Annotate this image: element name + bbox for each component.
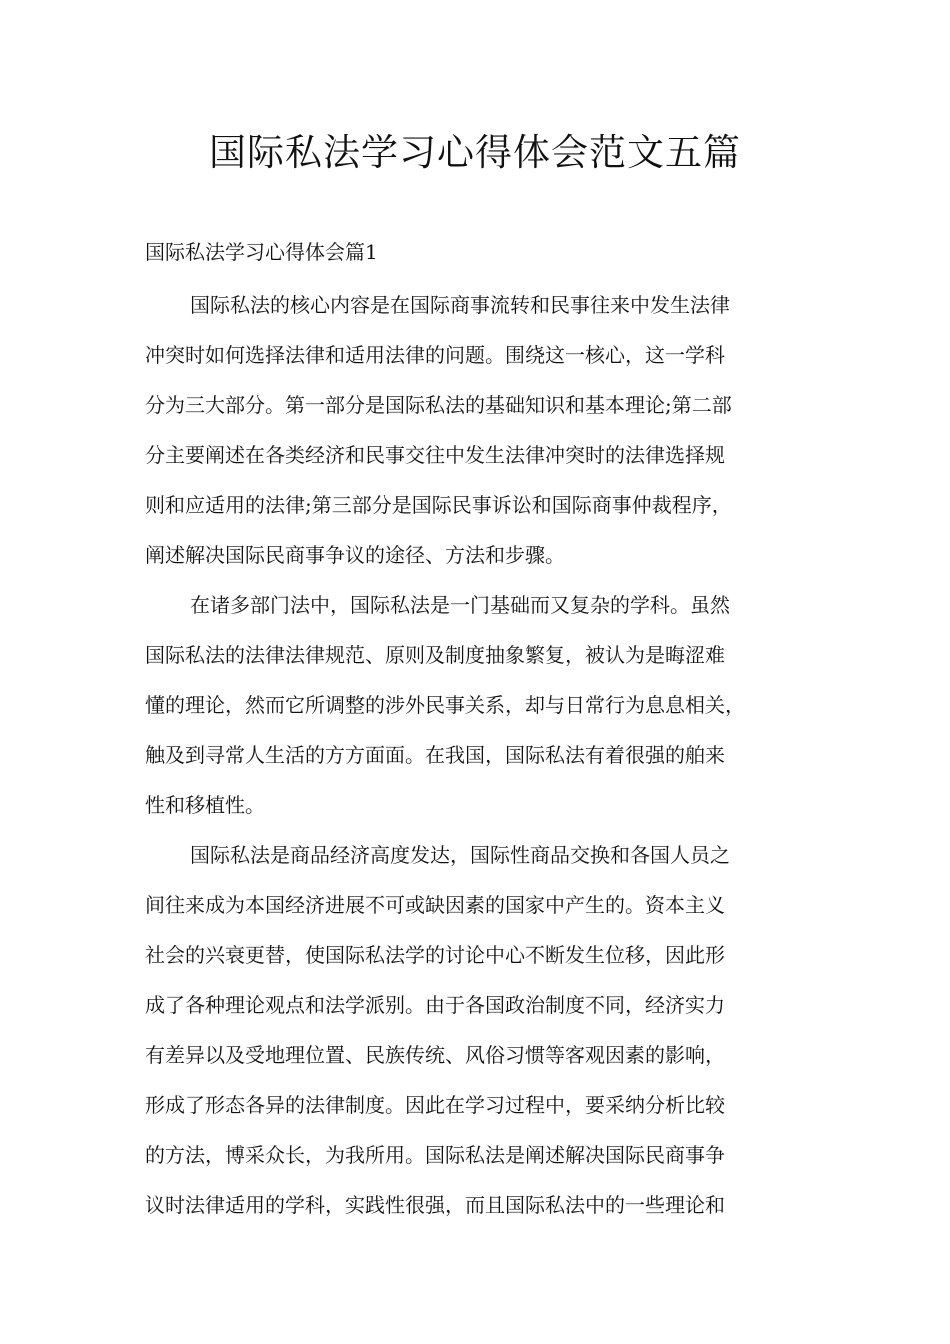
paragraph-line: 形成了形态各异的法律制度。因此在学习过程中，要采纳分析比较 <box>145 1093 725 1117</box>
paragraph-line: 则和应适用的法律;第三部分是国际民事诉讼和国际商事仲裁程序， <box>145 493 732 517</box>
paragraph-line: 的方法，博采众长，为我所用。国际私法是阐述解决国际民商事争 <box>145 1143 725 1167</box>
paragraph-2 <box>145 580 835 830</box>
paragraph-line: 议时法律适用的学科，实践性很强，而且国际私法中的一些理论和 <box>145 1193 725 1217</box>
paragraph-line: 间往来成为本国经济进展不可或缺因素的国家中产生的。资本主义 <box>145 893 725 917</box>
paragraph-line: 成了各种理论观点和法学派别。由于各国政治制度不同，经济实力 <box>145 993 725 1017</box>
paragraph-3 <box>145 830 835 1230</box>
paragraph-line: 分主要阐述在各类经济和民事交往中发生法律冲突时的法律选择规 <box>145 443 725 467</box>
paragraph-line: 国际私法是商品经济高度发达，国际性商品交换和各国人员之 <box>190 843 730 867</box>
paragraph-line: 社会的兴衰更替，使国际私法学的讨论中心不断发生位移，因此形 <box>145 943 725 967</box>
document-body <box>145 235 835 1230</box>
paragraph-line: 分为三大部分。第一部分是国际私法的基础知识和基本理论;第二部 <box>145 393 732 417</box>
paragraph-line: 在诸多部门法中，国际私法是一门基础而又复杂的学科。虽然 <box>190 593 730 617</box>
paragraph-line: 国际私法的核心内容是在国际商事流转和民事往来中发生法律 <box>190 293 730 317</box>
paragraph-line: 有差异以及受地理位置、民族传统、风俗习惯等客观因素的影响， <box>145 1043 725 1067</box>
paragraph-line: 冲突时如何选择法律和适用法律的问题。围绕这一核心，这一学科 <box>145 343 725 367</box>
document-title: 国际私法学习心得体会范文五篇 <box>209 131 741 174</box>
paragraph-line: 懂的理论，然而它所调整的涉外民事关系，却与日常行为息息相关， <box>145 693 745 717</box>
paragraph-1 <box>145 280 835 580</box>
paragraph-line: 触及到寻常人生活的方方面面。在我国，国际私法有着很强的舶来 <box>145 743 725 767</box>
section-heading: 国际私法学习心得体会篇1 <box>145 240 378 264</box>
paragraph-line: 国际私法的法律法律规范、原则及制度抽象繁复，被认为是晦涩难 <box>145 643 725 667</box>
paragraph-line: 阐述解决国际民商事争议的途径、方法和步骤。 <box>145 543 565 567</box>
paragraph-line: 性和移植性。 <box>145 793 265 817</box>
